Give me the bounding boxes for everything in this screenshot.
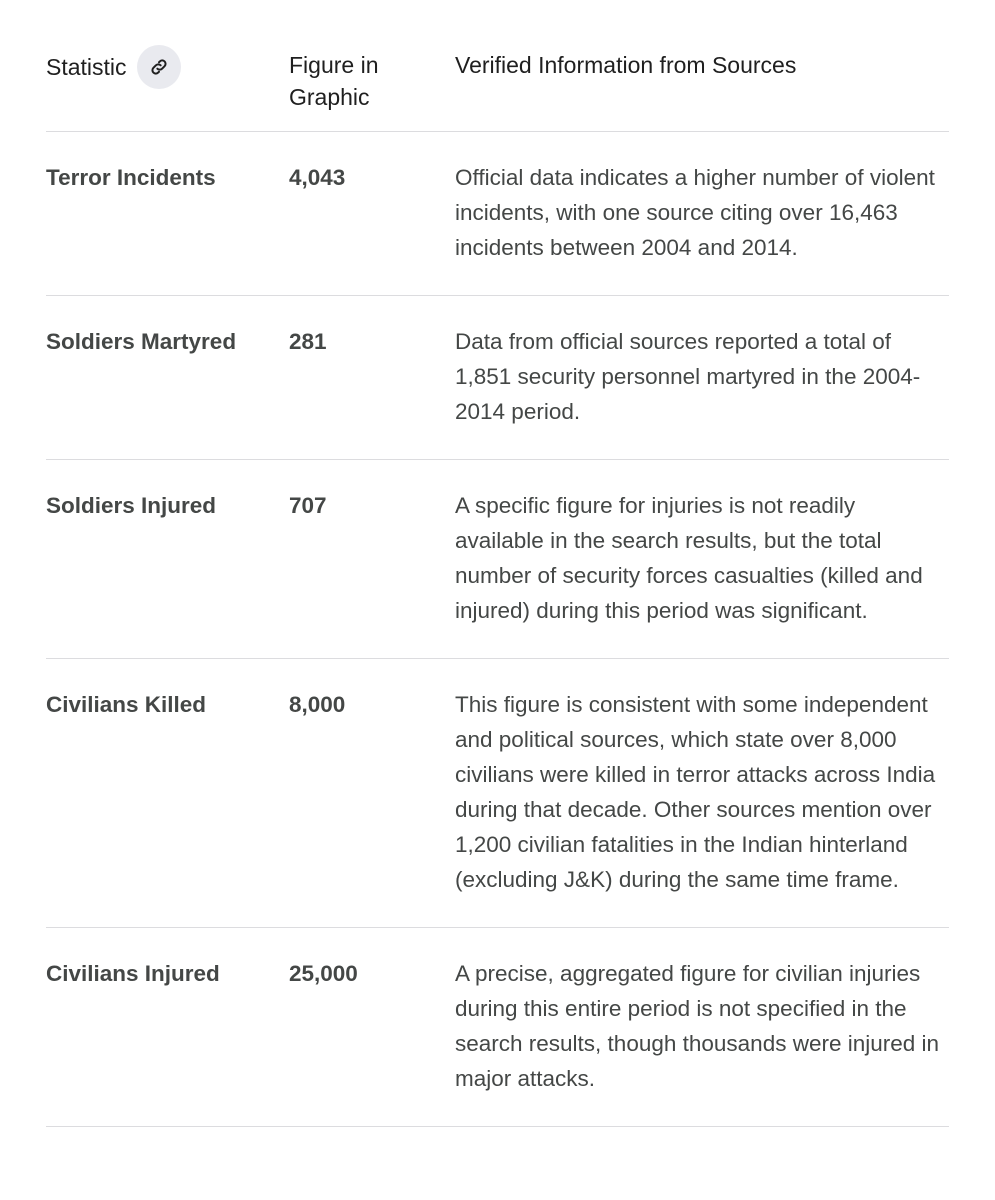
statistic-cell: Civilians Killed xyxy=(46,659,289,928)
statistic-cell: Soldiers Martyred xyxy=(46,296,289,460)
info-cell: This figure is consistent with some independent and political sources, which state over 8,000 civilians were killed in terror attacks across India during that decade. Other sources mention over 1,200 civilian fatalities in the Indian hinterland (excluding J&K) during the same time frame. xyxy=(455,659,949,928)
statistics-table-container xyxy=(46,0,949,1127)
header-statistic-label: Statistic xyxy=(46,54,127,80)
statistic-cell: Civilians Injured xyxy=(46,928,289,1127)
info-cell: Data from official sources reported a total of 1,851 security personnel martyred in the 2004-2014 period. xyxy=(455,296,949,460)
table-row xyxy=(46,460,949,659)
table-row xyxy=(46,659,949,928)
header-info: Verified Information from Sources xyxy=(455,0,949,132)
statistic-cell: Terror Incidents xyxy=(46,132,289,296)
header-figure: Figure in Graphic xyxy=(289,0,455,132)
copy-link-button[interactable] xyxy=(137,45,181,89)
figure-cell: 4,043 xyxy=(289,132,455,296)
statistic-cell: Soldiers Injured xyxy=(46,460,289,659)
info-cell: A precise, aggregated figure for civilian injuries during this entire period is not specified in the search results, though thousands were injured in major attacks. xyxy=(455,928,949,1127)
figure-cell: 8,000 xyxy=(289,659,455,928)
link-icon xyxy=(149,57,169,77)
table-row xyxy=(46,132,949,296)
statistics-table xyxy=(46,0,949,1127)
table-row xyxy=(46,296,949,460)
figure-cell: 707 xyxy=(289,460,455,659)
figure-cell: 281 xyxy=(289,296,455,460)
figure-cell: 25,000 xyxy=(289,928,455,1127)
table-header-row xyxy=(46,0,949,132)
info-cell: A specific figure for injuries is not readily available in the search results, but the total number of security forces casualties (killed and injured) during this period was significant. xyxy=(455,460,949,659)
info-cell: Official data indicates a higher number of violent incidents, with one source citing over 16,463 incidents between 2004 and 2014. xyxy=(455,132,949,296)
header-statistic xyxy=(46,0,289,132)
table-row xyxy=(46,928,949,1127)
